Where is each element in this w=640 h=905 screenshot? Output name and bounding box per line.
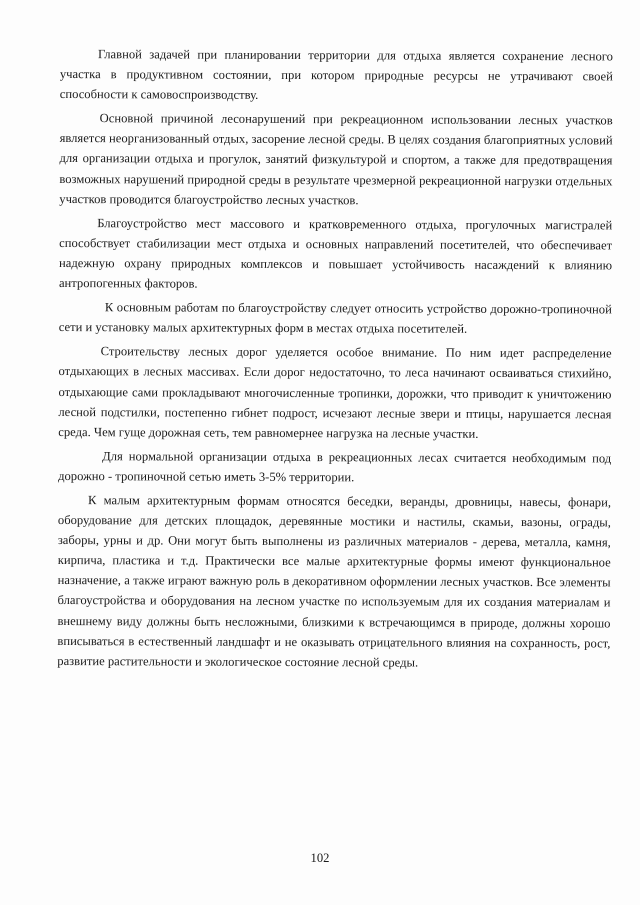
paragraph-7: К малым архитектурным формам относятся беседки, веранды, дровницы, навесы, фонари, оборудование для детских площадок, деревянные мостики и настилы, скамьи, вазоны, ограды, заборы, урны и др. Они могут быть выполнены из различных материалов - дерева, металла, камня, кирпича, пластика и т.д. Практически все малые архитектурные формы имеют функциональное назначение, а также играют важную роль в декоративном оформлении лесных участков. Все элементы благоустройства и оборудования на лесном участке по используемым для их создания материалам и внешнему виду должны быть несложными, близкими к встречающимся в природе, должны хорошо вписываться в естественный ландшафт и не оказывать отрицательного влияния на сохранность, рост, развитие растительности и экологическое состояние лесной среды. — [57, 493, 612, 670]
paragraph-4: К основным работам по благоустройству следует относить устройство дорожно-тропиночной сети и установку малых архитектурных форм в местах отдыха посетителей. — [58, 300, 612, 336]
page-number: 102 — [310, 851, 330, 865]
paragraph-6: Для нормальной организации отдыха в рекреационных лесах считается необходимым под дорожно - тропиночной сетью иметь 3-5% территории. — [58, 448, 612, 485]
paragraph-2: Основной причиной лесонарушений при рекреационном использовании лесных участков является неорганизованный отдых, засорение лесной среды. В целях создания благоприятных условий для организации отдыха и прогулок, занятий физкультурой и спортом, а также для предотвращения возможных нарушений природной среды в результате чрезмерной рекреационной нагрузки отдельных участков проводится благоустройство лесных участков. — [59, 111, 613, 207]
paragraph-3: Благоустройство мест массового и кратковременного отдыха, прогулочных магистралей способствует стабилизации мест отдыха и основных направлений посетителей, что обеспечивает надежную охрану природных комплексов и повышает устойчивость насаждений к влиянию антропогенных факторов. — [58, 215, 613, 291]
paragraph-5: Строительству лесных дорог уделяется особое внимание. По ним идет распределение отдыхающих в лесных массивах. Если дорог недостаточно, то леса начинают осваиваться стихийно, отдыхающие сами прокладывают многочисленные тропинки, дорожки, что приводит к уничтожению лесной подстилки, постепенно гибнет подрост, исчезают лесные звери и птицы, нарушается лесная среда. Чем гуще дорожная сеть, тем равномернее нагрузка на лесные участки. — [58, 344, 612, 441]
body-text — [57, 44, 613, 677]
paragraph-1: Главной задачей при планировании территории для отдыха является сохранение лесного участка в продуктивном состоянии, при котором природные ресурсы не утрачивают своей способности к самовоспроизводству. — [59, 47, 613, 103]
